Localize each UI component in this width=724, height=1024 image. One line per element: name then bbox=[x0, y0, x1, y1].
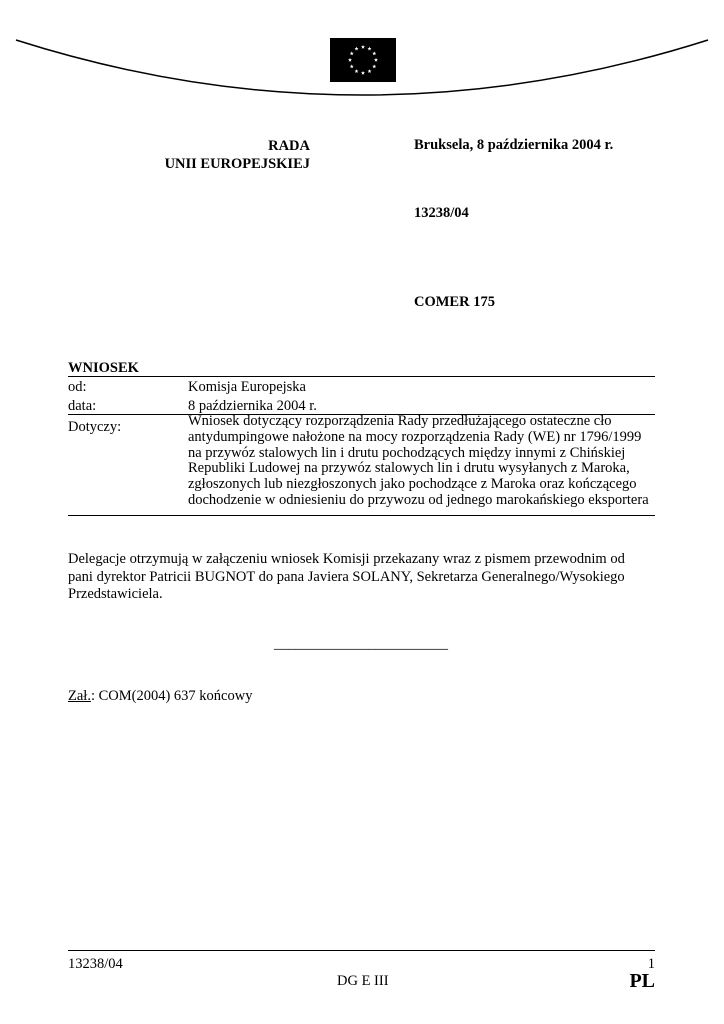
subject-line: Republiki Ludowej na przywóz stalowych lin i drutu wysyłanych z Maroka, bbox=[188, 460, 630, 477]
enclosure bbox=[68, 688, 252, 705]
separator: ________________________ bbox=[274, 636, 448, 652]
place-date: Bruksela, 8 października 2004 r. bbox=[414, 137, 614, 153]
subject-line: antydumpingowe nałożone na mocy rozporządzenia Rady (WE) nr 1796/1999 bbox=[188, 428, 642, 445]
paragraph-line: Przedstawiciela. bbox=[68, 586, 163, 602]
footer-doc-number: 13238/04 bbox=[68, 956, 123, 972]
paragraph-line: pani dyrektor Patricii BUGNOT do pana Javiera SOLANY, Sekretarza Generalnego/Wysokiego bbox=[68, 568, 625, 585]
subject-line: na przywóz stalowych lin i drutu pochodzących między innymi z Chińskiej bbox=[188, 444, 626, 461]
body-paragraph bbox=[68, 551, 658, 604]
paragraph-line: Delegacje otrzymują w załączeniu wniosek Komisji przekazany wraz z pismem przewodnim od bbox=[68, 551, 625, 567]
document-code: COMER 175 bbox=[414, 294, 495, 310]
subject-line: zgłoszonych lub niezgłoszonych jako pochodzące z Maroka oraz kończącego bbox=[188, 476, 637, 493]
document-number: 13238/04 bbox=[414, 205, 469, 221]
institution-line-1: RADA bbox=[268, 138, 310, 154]
from-label: od: bbox=[68, 379, 87, 395]
date-value: 8 października 2004 r. bbox=[188, 398, 317, 414]
subject-label: Dotyczy: bbox=[68, 419, 122, 435]
footer-page-number: 1 bbox=[647, 956, 655, 972]
from-value: Komisja Europejska bbox=[188, 379, 306, 395]
eu-flag-icon bbox=[330, 38, 396, 82]
footer-divider bbox=[68, 950, 655, 951]
institution-name bbox=[165, 137, 310, 173]
enclosure-value: : COM(2004) 637 końcowy bbox=[90, 688, 253, 704]
footer-language: PL bbox=[629, 970, 655, 992]
enclosure-label: Zał. bbox=[68, 688, 91, 704]
divider bbox=[68, 376, 655, 377]
divider bbox=[68, 515, 655, 516]
institution-line-2: UNII EUROPEJSKIEJ bbox=[164, 156, 310, 172]
subject-line: dochodzenie w odniesieniu do przywozu od jednego marokańskiego eksportera bbox=[188, 491, 649, 508]
request-heading: WNIOSEK bbox=[68, 360, 139, 376]
subject-line: Wniosek dotyczący rozporządzenia Rady przedłużającego ostateczne cło bbox=[188, 413, 612, 429]
footer-department: DG E III bbox=[337, 973, 389, 989]
subject-text bbox=[188, 414, 658, 509]
date-label: data: bbox=[68, 398, 97, 414]
